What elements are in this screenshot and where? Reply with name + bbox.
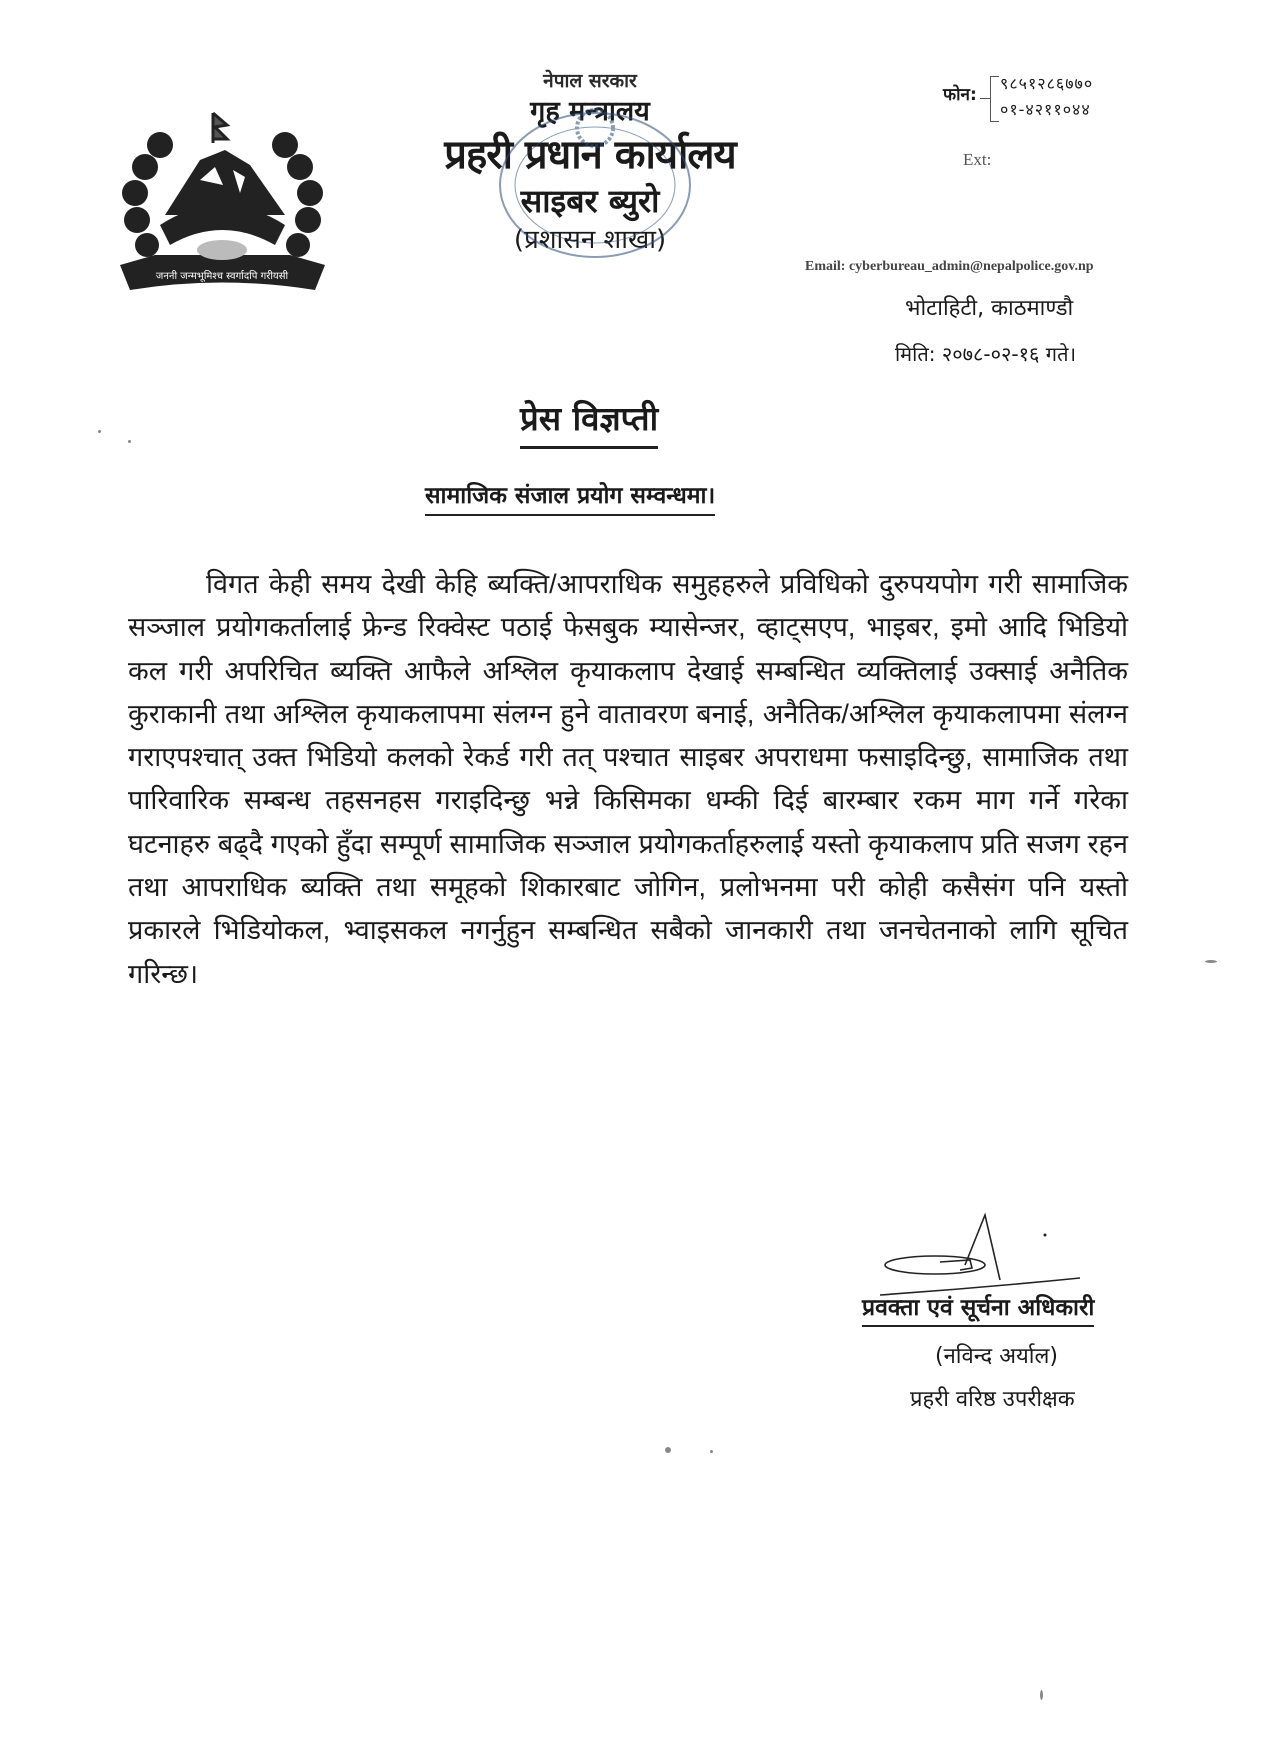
office-location: भोटाहिटी, काठमाण्डौ bbox=[905, 296, 1074, 321]
bureau-name: साइबर ब्युरो bbox=[520, 182, 660, 220]
nepal-emblem-logo bbox=[115, 105, 330, 305]
phone-bracket-stem bbox=[980, 98, 990, 99]
scan-speck bbox=[665, 1447, 671, 1453]
government-name: नेपाल सरकार bbox=[543, 70, 637, 92]
document-date: मिति: २०७८-०२-१६ गते। bbox=[895, 342, 1077, 366]
scan-speck bbox=[710, 1450, 713, 1453]
scan-speck bbox=[98, 430, 101, 433]
handwritten-signature bbox=[880, 1210, 1090, 1300]
ministry-name: गृह मन्त्रालय bbox=[530, 96, 650, 127]
signatory-name: (नविन्द अर्याल) bbox=[935, 1344, 1058, 1369]
ext-label: Ext: bbox=[963, 150, 992, 169]
office-name: प्रहरी प्रधान कार्यालय bbox=[444, 132, 736, 178]
scan-speck bbox=[1040, 1690, 1043, 1700]
branch-name: (प्रशासन शाखा) bbox=[513, 225, 667, 255]
phone-label: फोन: bbox=[943, 85, 977, 105]
signatory-rank: प्रहरी वरिष्ठ उपरीक्षक bbox=[910, 1387, 1075, 1412]
svg-text:जननी जन्मभूमिश्च स्वर्गादपि गर: जननी जन्मभूमिश्च स्वर्गादपि गरीयसी bbox=[155, 271, 289, 282]
document-subject: सामाजिक संजाल प्रयोग सम्वन्धमा। bbox=[425, 478, 715, 516]
phone-number-landline: ०१-४२११०४४ bbox=[1000, 100, 1091, 119]
phone-number-mobile: ९८५१२८६७७० bbox=[1000, 74, 1094, 93]
scan-speck bbox=[128, 440, 131, 443]
document-title: प्रेस विज्ञप्ती bbox=[520, 395, 658, 449]
email-address: Email: cyberbureau_admin@nepalpolice.gov.np bbox=[805, 259, 1094, 274]
phone-bracket bbox=[990, 76, 999, 122]
official-stamp bbox=[480, 100, 710, 270]
signatory-title: प्रवक्ता एवं सूर्चना अधिकारी bbox=[862, 1290, 1094, 1327]
body-paragraph: विगत केही समय देखी केहि ब्यक्ति/आपराधिक समुहहरुले प्रविधिको दुरुपयपोग गरी सामाजिक सञ्जाल प्रयोगकर्तालाई फ्रेन्ड रिक्वेस्ट पठाई फेसबुक म्यासेन्जर, व्हाट्सएप, भाइबर, इमो आदि भिडियो कल गरी अपरिचित ब्यक्ति आफैले अश्लिल कृयाकलाप देखाई सम्बन्धित व्यक्तिलाई उक्साई अनैतिक कुराकानी तथा अश्लिल कृयाकलापमा संलग्न हुने वातावरण बनाई, अनैतिक/अश्लिल कृयाकलापमा संलग्न गराएपश्चात् उक्त भिडियो कलको रेकर्ड गरी तत् पश्चात साइबर अपराधमा फसाइदिन्छु, सामाजिक तथा पारिवारिक सम्बन्ध तहसनहस गराइदिन्छु भन्ने किसिमका धम्की दिई बारम्बार रकम माग गर्ने गरेका घटनाहरु बढ्दै गएको हुँदा सम्पूर्ण सामाजिक सञ्जाल प्रयोगकर्ताहरुलाई यस्तो कृयाकलाप प्रति सजग रहन तथा आपराधिक ब्यक्ति तथा समूहको शिकारबाट जोगिन, प्रलोभनमा परी कोही कसैसंग पनि यस्तो प्रकारले भिडियोकल, भ्वाइसकल नगर्नुहुन सम्बन्धित सबैको जानकारी तथा जनचेतनाको लागि सूचित गरिन्छ। bbox=[128, 569, 1128, 989]
scan-speck bbox=[1205, 960, 1217, 963]
